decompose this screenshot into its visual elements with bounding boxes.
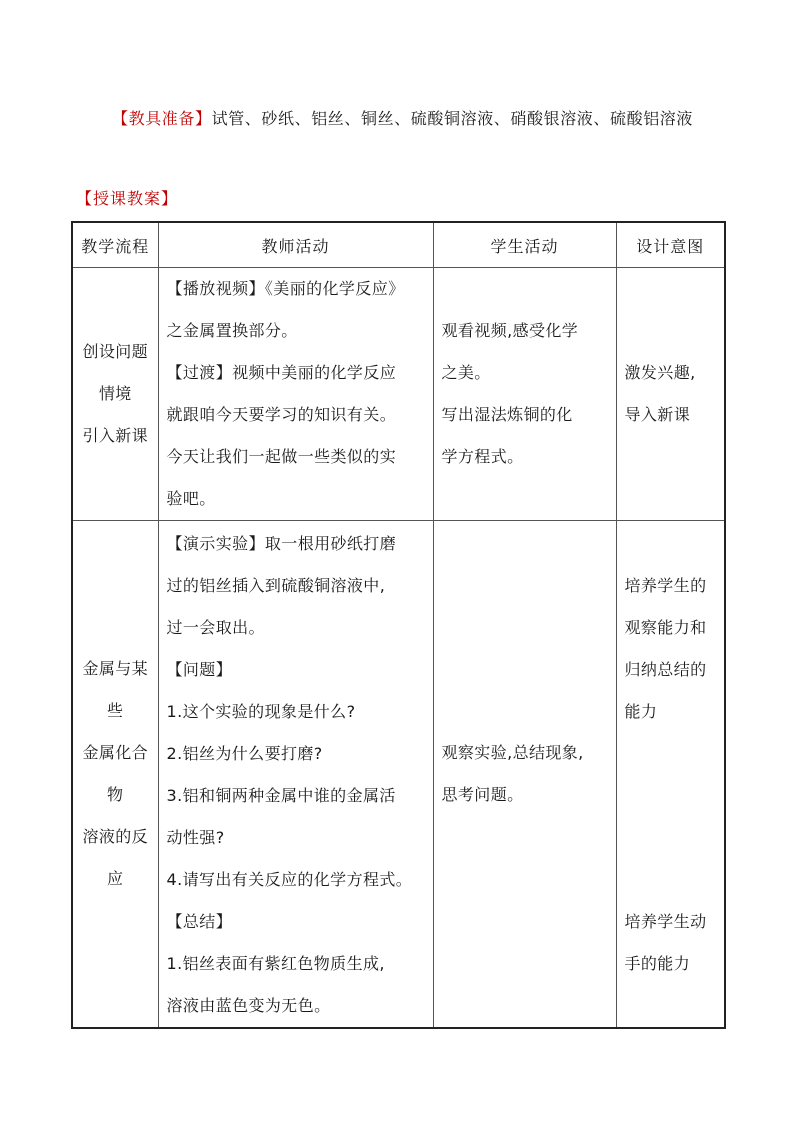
- design-intent-cell: [616, 268, 725, 521]
- teacher-activity-cell: [158, 521, 433, 1029]
- flow-line: 应: [107, 869, 124, 888]
- student-line: 思考问题。: [441, 785, 524, 804]
- design-intent-cell: [616, 521, 725, 1029]
- flow-line: 物: [107, 785, 124, 804]
- intent-spacer: [625, 733, 721, 775]
- flow-line: 引入新课: [82, 426, 149, 445]
- flow-line: 创设问题: [82, 342, 149, 361]
- header-student-activity: 学生活动: [433, 222, 616, 268]
- intent-line: 观察能力和: [624, 618, 707, 637]
- flow-cell: [72, 268, 158, 521]
- teacher-line: 【演示实验】取一根用砂纸打磨: [166, 534, 397, 553]
- teacher-line: 溶液由蓝色变为无色。: [166, 996, 331, 1015]
- flow-line: 金属与某: [82, 659, 149, 678]
- teaching-aids-paragraph: [76, 98, 726, 140]
- intent-line: 导入新课: [624, 405, 691, 424]
- student-line: 写出湿法炼铜的化: [441, 405, 573, 424]
- student-activity-cell: [433, 268, 616, 521]
- teaching-aids-label: 【教具准备】: [112, 109, 212, 128]
- flow-line: 溶液的反: [82, 827, 149, 846]
- header-teaching-flow: 教学流程: [72, 222, 158, 268]
- student-line: 学方程式。: [441, 447, 524, 466]
- teacher-line: 1.铝丝表面有紫红色物质生成,: [166, 954, 385, 973]
- intent-line: 激发兴趣,: [624, 363, 696, 382]
- table-row: [72, 521, 725, 1029]
- header-design-intent: 设计意图: [616, 222, 725, 268]
- table-header-row: [72, 222, 725, 268]
- teacher-line: 就跟咱今天要学习的知识有关。: [166, 405, 397, 424]
- teacher-line: 验吧。: [166, 489, 216, 508]
- intent-line: 归纳总结的: [624, 660, 707, 679]
- teacher-line: 【问题】: [166, 660, 233, 679]
- student-line: 观察实验,总结现象,: [441, 743, 584, 762]
- teacher-line: 【总结】: [166, 912, 233, 931]
- teacher-activity-cell: [158, 268, 433, 521]
- intent-spacer: [625, 775, 721, 817]
- intent-spacer: [625, 817, 721, 859]
- teacher-line: 1.这个实验的现象是什么?: [166, 702, 356, 721]
- teacher-line: 动性强?: [166, 828, 225, 847]
- teacher-line: 过一会取出。: [166, 618, 265, 637]
- student-activity-cell: [433, 521, 616, 1029]
- header-teacher-activity: 教师活动: [158, 222, 433, 268]
- intent-line: 培养学生动: [624, 912, 707, 931]
- teacher-line: 之金属置换部分。: [166, 321, 298, 340]
- teacher-line: 【过渡】视频中美丽的化学反应: [166, 363, 397, 382]
- intent-line: 培养学生的: [624, 576, 707, 595]
- intent-line: 能力: [624, 702, 658, 721]
- teacher-line: 今天让我们一起做一些类似的实: [166, 447, 397, 466]
- flow-line: 情境: [98, 384, 132, 403]
- teacher-line: 2.铝丝为什么要打磨?: [166, 744, 323, 763]
- teaching-aids-text: 试管、砂纸、铝丝、铜丝、硫酸铜溶液、硝酸银溶液、硫酸铝溶液: [211, 109, 694, 128]
- student-line: 观看视频,感受化学: [441, 321, 579, 340]
- flow-cell: [72, 521, 158, 1029]
- teacher-line: 过的铝丝插入到硫酸铜溶液中,: [166, 576, 386, 595]
- intent-line: 手的能力: [624, 954, 691, 973]
- flow-line: 些: [107, 701, 124, 720]
- teacher-line: 3.铝和铜两种金属中谁的金属活: [166, 786, 396, 805]
- lesson-plan-table: [71, 221, 726, 1029]
- table-row: [72, 268, 725, 521]
- lesson-plan-heading: 【授课教案】: [76, 189, 179, 208]
- teacher-line: 【播放视频】《美丽的化学反应》: [166, 279, 405, 298]
- teacher-line: 4.请写出有关反应的化学方程式。: [166, 870, 413, 889]
- flow-line: 金属化合: [82, 743, 149, 762]
- intent-spacer: [625, 859, 721, 901]
- student-line: 之美。: [441, 363, 491, 382]
